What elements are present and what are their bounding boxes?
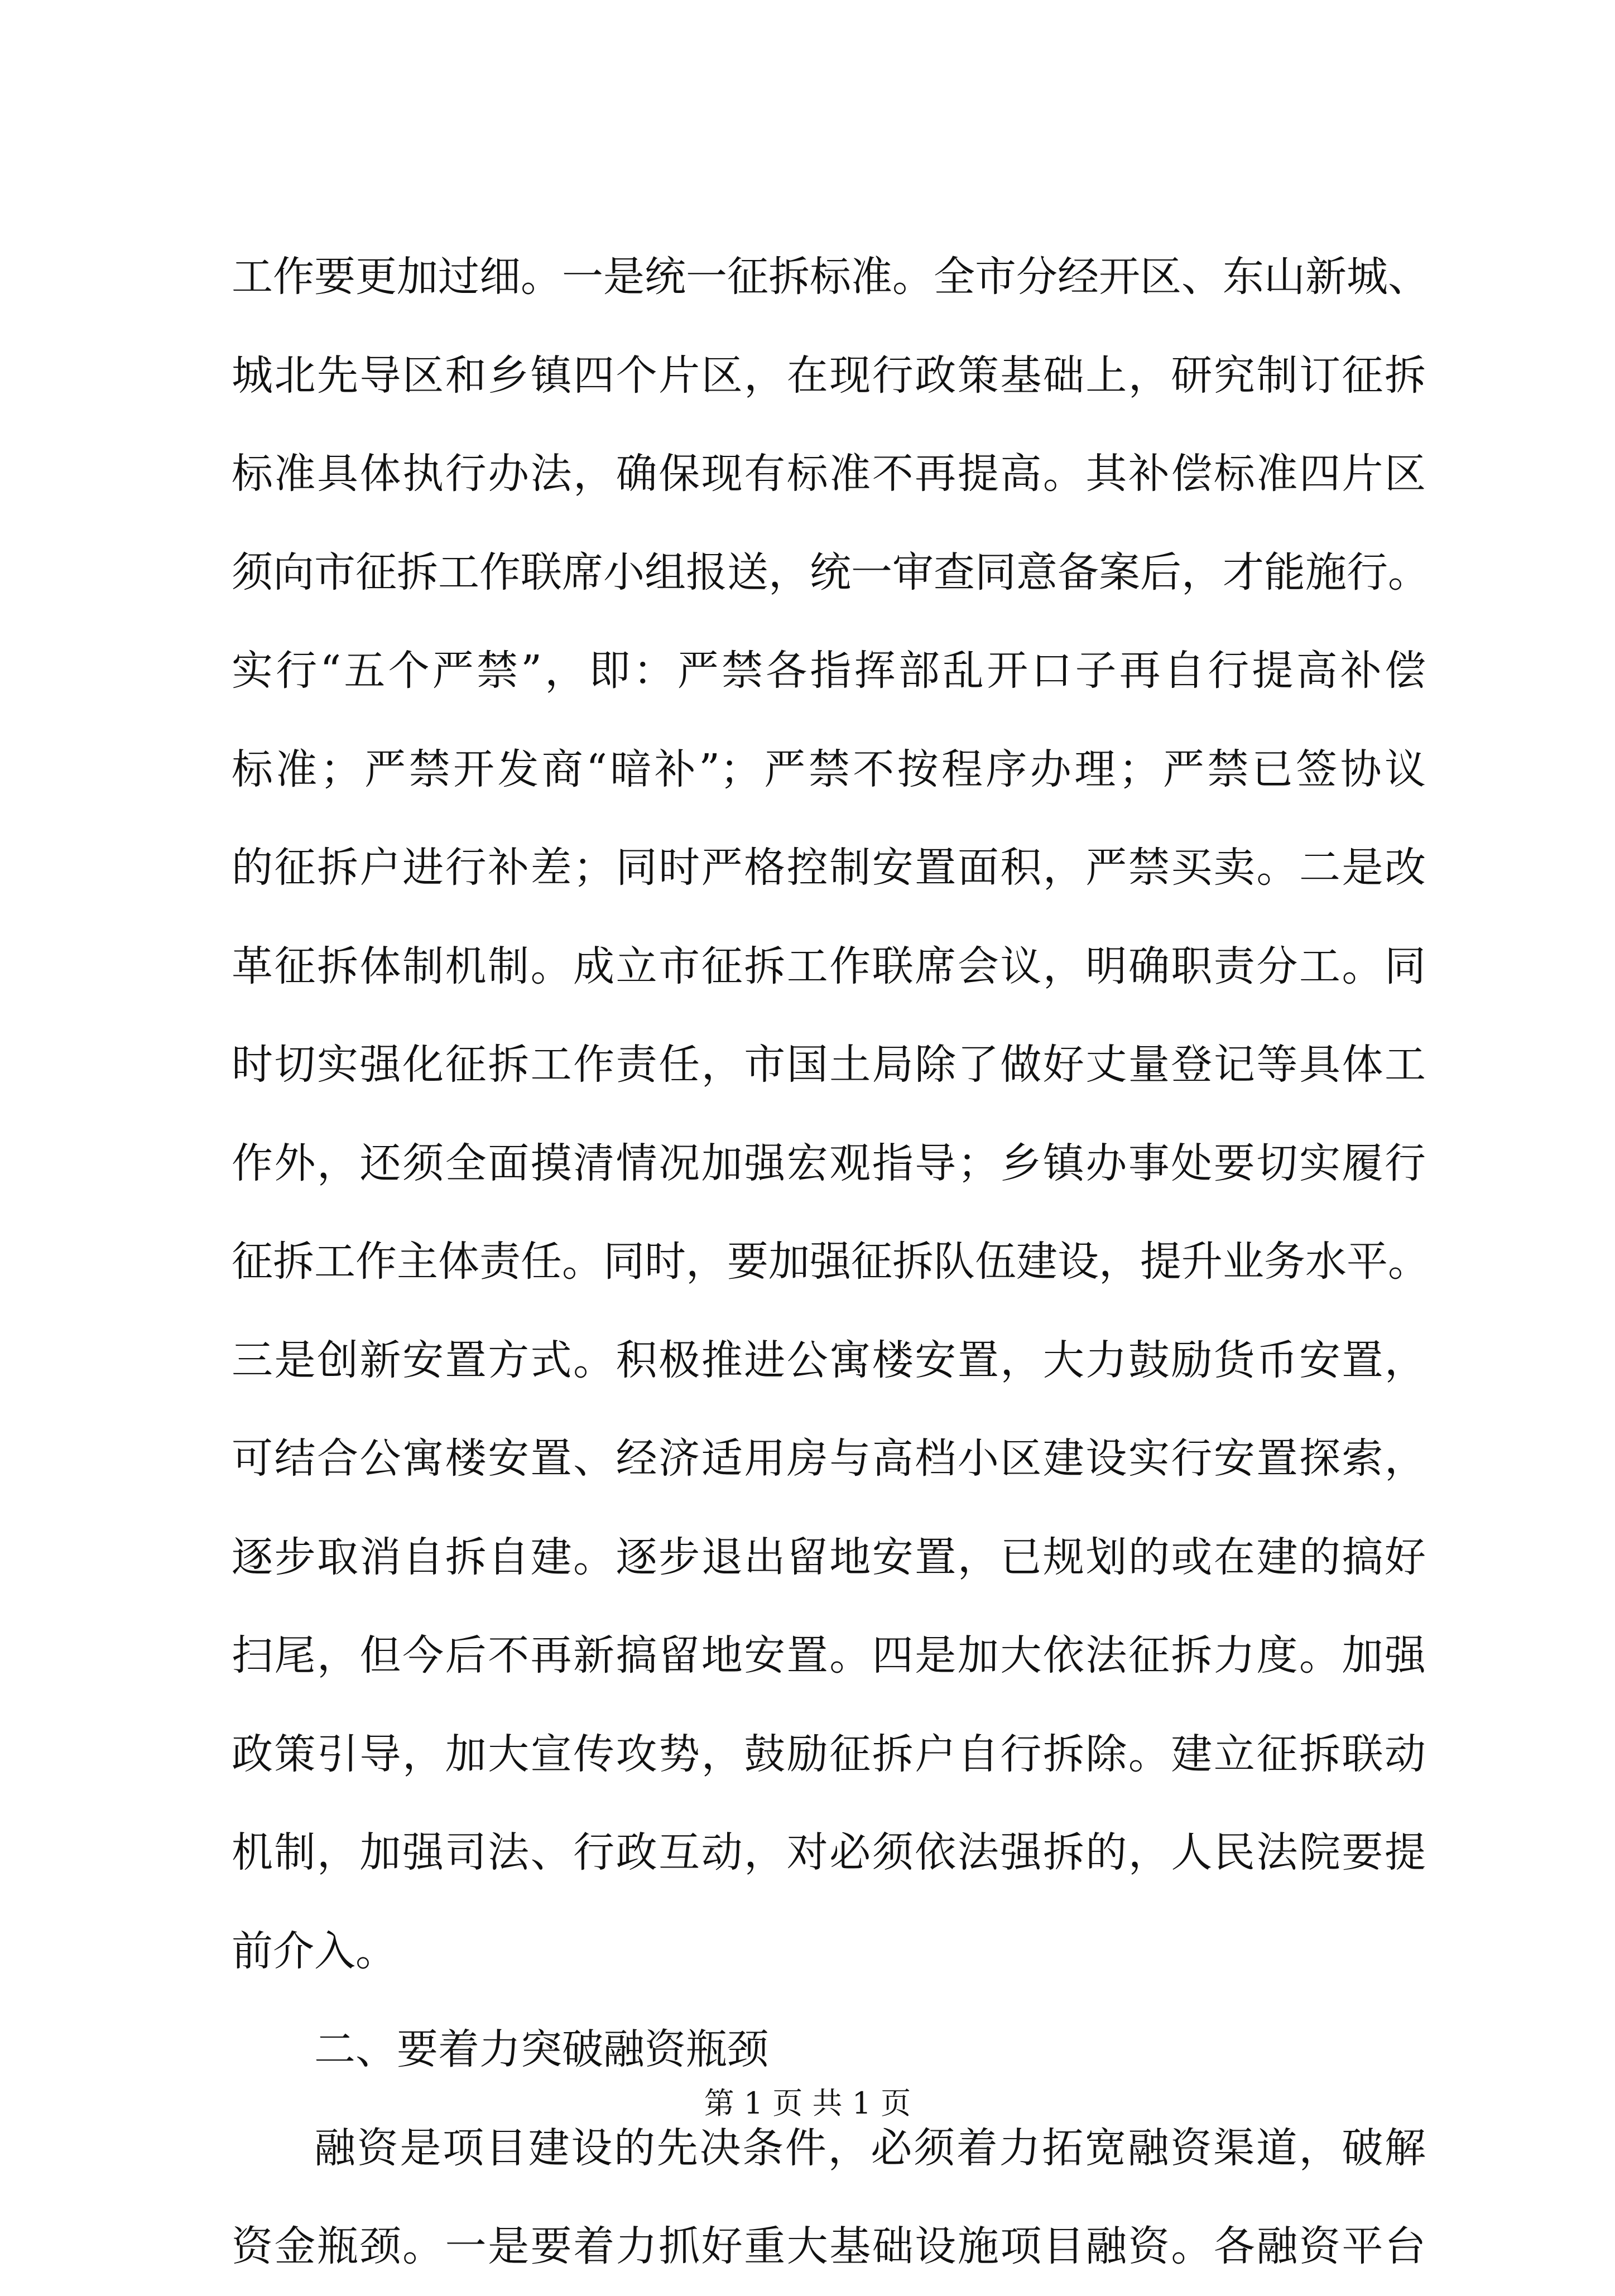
paragraph-line: 的征拆户进行补差；同时严格控制安置面积，严禁买卖。二是改	[232, 844, 1426, 892]
paragraph-line: 机制，加强司法、行政互动，对必须依法强拆的，人民法院要提	[232, 1828, 1426, 1876]
paragraph-line: 时切实强化征拆工作责任，市国土局除了做好丈量登记等具体工	[232, 1041, 1426, 1089]
paragraph-line: 三是创新安置方式。积极推进公寓楼安置，大力鼓励货币安置，	[232, 1336, 1426, 1384]
paragraph-line: 标准；严禁开发商“暗补”；严禁不按程序办理；严禁已签协议	[232, 745, 1426, 793]
paragraph-line: 政策引导，加大宣传攻势，鼓励征拆户自行拆除。建立征拆联动	[232, 1730, 1426, 1778]
page-number: 第 1 页 共 1 页	[704, 2086, 911, 2121]
paragraph-line: 革征拆体制机制。成立市征拆工作联席会议，明确职责分工。同	[232, 942, 1426, 990]
paragraph-line: 逐步取消自拆自建。逐步退出留地安置，已规划的或在建的搞好	[232, 1533, 1426, 1581]
paragraph-line: 实行“五个严禁”，即：严禁各指挥部乱开口子再自行提高补偿	[232, 647, 1426, 695]
paragraph-line: 扫尾，但今后不再新搞留地安置。四是加大依法征拆力度。加强	[232, 1631, 1426, 1679]
paragraph-line: 工作要更加过细。一是统一征拆标准。全市分经开区、东山新城、	[232, 253, 1429, 301]
paragraph-line: 征拆工作主体责任。同时，要加强征拆队伍建设，提升业务水平。	[232, 1238, 1429, 1286]
paragraph-line: 资金瓶颈。一是要着力抓好重大基础设施项目融资。各融资平台	[232, 2222, 1426, 2270]
paragraph-line: 须向市征拆工作联席小组报送，统一审查同意备案后，才能施行。	[232, 548, 1429, 596]
section-heading: 二、要着力突破融资瓶颈	[314, 2025, 768, 2073]
paragraph-line: 城北先导区和乡镇四个片区，在现行政策基础上，研究制订征拆	[232, 351, 1426, 399]
document-body	[232, 228, 1429, 2296]
paragraph-line: 可结合公寓楼安置、经济适用房与高档小区建设实行安置探索，	[232, 1435, 1426, 1482]
page-footer	[0, 2081, 1615, 2126]
paragraph-line: 作外，还须全面摸清情况加强宏观指导；乡镇办事处要切实履行	[232, 1139, 1426, 1187]
paragraph-line: 标准具体执行办法，确保现有标准不再提高。其补偿标准四片区	[232, 450, 1426, 498]
paragraph-line: 前介入。	[232, 1927, 397, 1975]
paragraph-line: 融资是项目建设的先决条件，必须着力拓宽融资渠道，破解	[314, 2124, 1426, 2172]
